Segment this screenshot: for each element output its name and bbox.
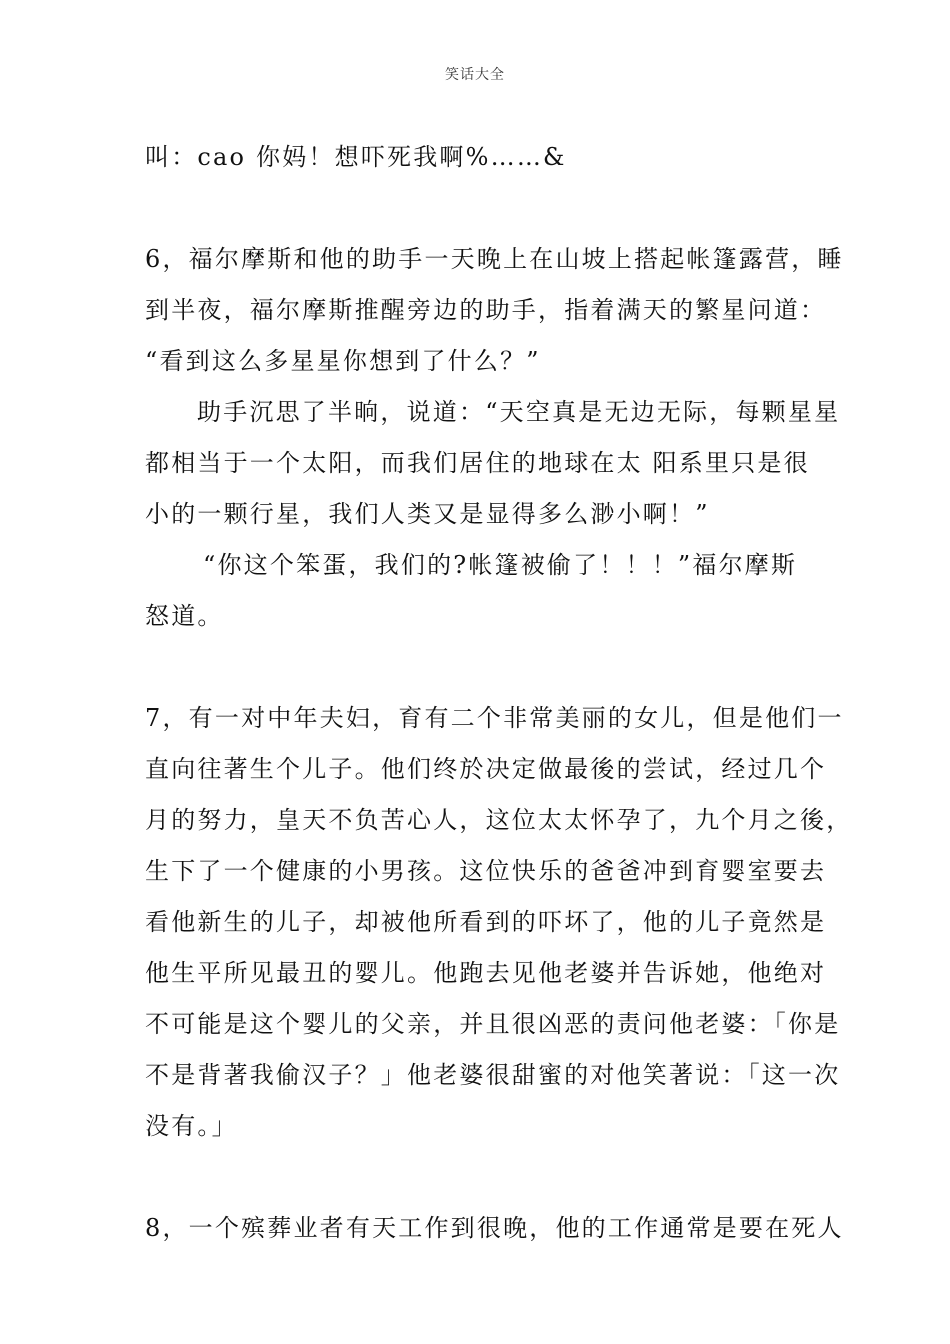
document-body (145, 132, 853, 1254)
text-line: “你这个笨蛋，我们的?帐篷被偷了！！！”福尔摩斯 (203, 551, 798, 579)
text-line: 不是背著我偷汉子？」他老婆很甜蜜的对他笑著说：「这一次 (145, 1061, 841, 1089)
text-line: 没有。」 (145, 1112, 238, 1140)
joke-8-paragraph (145, 1203, 844, 1254)
text-line: 月的努力，皇天不负苦心人，这位太太怀孕了，九个月之後， (145, 806, 853, 834)
text-line: 到半夜，福尔摩斯推醒旁边的助手，指着满天的繁星问道： (145, 296, 827, 324)
text-line: 怒道。 (145, 602, 224, 630)
text-line: 直向往著生个儿子。他们终於决定做最後的尝试，经过几个 (145, 755, 827, 783)
joke-6-paragraph (145, 234, 844, 642)
text-line: 生下了一个健康的小男孩。这位快乐的爸爸冲到育婴室要去 (145, 857, 827, 885)
paragraph-gap (145, 183, 810, 234)
text-line: 8，一个殡葬业者有天工作到很晚，他的工作通常是要在死人 (145, 1214, 844, 1242)
text-line: “看到这么多星星你想到了什么？” (145, 347, 541, 375)
text-line: 他生平所见最丑的婴儿。他跑去见他老婆并告诉她，他绝对 (145, 959, 827, 987)
intro-paragraph (145, 132, 810, 183)
text-line: 助手沉思了半晌，说道：“天空真是无边无际，每颗星星 (197, 398, 841, 426)
joke-7-paragraph (145, 693, 853, 1152)
text-line: 不可能是这个婴儿的父亲，并且很凶恶的责问他老婆：「你是 (145, 1010, 841, 1038)
page-header: 笑话大全 (445, 67, 505, 83)
text-line: 小的一颗行星，我们人类又是显得多么渺小啊！” (145, 500, 710, 528)
paragraph-gap (145, 1152, 810, 1203)
text-line: 叫：cao 你妈！想吓死我啊%……& (145, 143, 567, 171)
text-line: 看他新生的儿子，却被他所看到的吓坏了，他的儿子竟然是 (145, 908, 827, 936)
paragraph-gap (145, 642, 810, 693)
text-line: 6，福尔摩斯和他的助手一天晚上在山坡上搭起帐篷露营，睡 (145, 245, 844, 273)
text-line: 都相当于一个太阳，而我们居住的地球在太 阳系里只是很 (145, 449, 810, 477)
text-line: 7，有一对中年夫妇，育有二个非常美丽的女儿，但是他们一 (145, 704, 844, 732)
